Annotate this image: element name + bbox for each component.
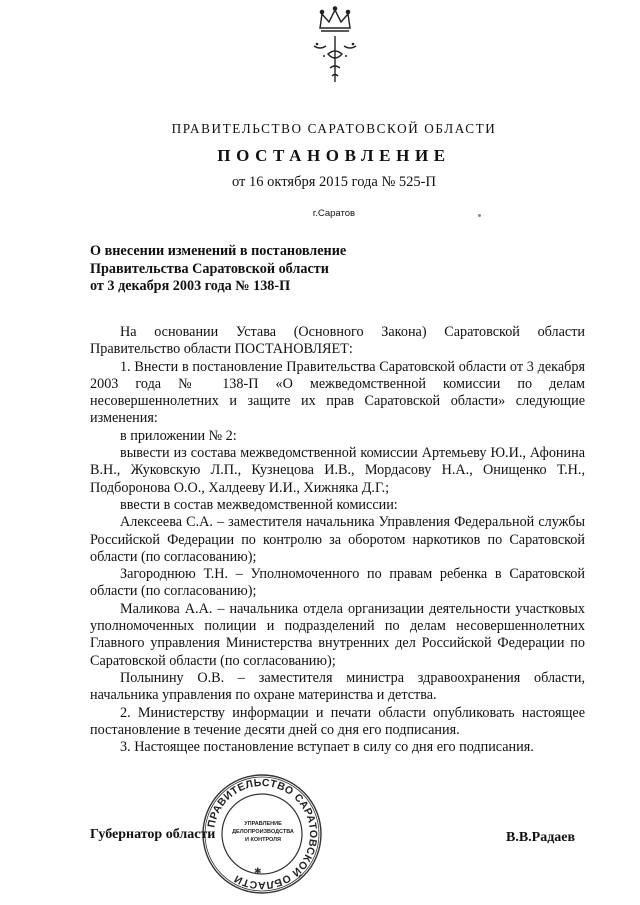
paragraph-remove-members: вывести из состава межведомственной комиссии Артемьеву Ю.И., Афонина В.Н., Жуковскую Л.П., Кузнецова И.В., Мордасову Н.А., Онищенко Т.Н., Подборонова О.О., Халдееву И.И., Хижняка Д.Г.; [90,445,585,496]
paragraph-member: Загороднюю Т.Н. – Уполномоченного по правам ребенка в Саратовской области (по согласованию); [90,566,585,600]
paragraph-item-3: 3. Настоящее постановление вступает в силу со дня его подписания. [120,739,534,756]
document-type-title: ПОСТАНОВЛЕНИЕ [217,146,451,165]
paragraph-preamble: На основании Устава (Основного Закона) Саратовской области Правительство области ПОСТАНОВЛЯЕТ: [90,324,585,358]
subject-line: от 3 декабря 2003 года № 138-П [90,278,291,294]
paragraph-member: Алексеева С.А. – заместителя начальника Управления Федеральной службы Российской Федерации по контролю за оборотом наркотиков по Саратовской области (по согласованию); [90,514,585,565]
stamp-inner-line: УПРАВЛЕНИЕ [244,821,282,827]
government-name: ПРАВИТЕЛЬСТВО САРАТОВСКОЙ ОБЛАСТИ [171,121,497,136]
stamp-ring-text: ПРАВИТЕЛЬСТВО САРАТОВСКОЙ ОБЛАСТИ [205,776,320,892]
scan-speck [478,214,481,217]
paragraph-item-2: 2. Министерству информации и печати области опубликовать настоящее постановление в течение десяти дней со дня его подписания. [90,704,585,738]
paragraph-member: Маликова А.А. – начальника отдела организации деятельности участковых уполномоченных полиции и подразделений по делам несовершеннолетних Главного управления Министерства внутренних дел Российской Федерации по Саратовской области (по согласованию); [90,600,585,669]
star-icon: ✱ [254,866,262,876]
paragraph-appendix: в приложении № 2: [120,427,237,444]
subject-line: Правительства Саратовской области [90,260,329,277]
paragraph-member: Полынину О.В. – заместителя министра здравоохранения области, начальника управления по охране материнства и детства. [90,669,585,704]
city: г.Саратов [312,208,356,219]
paragraph-add-members: ввести в состав межведомственной комиссии: [120,496,398,513]
stamp-inner-line: И КОНТРОЛЯ [245,837,281,843]
document-body [90,324,585,756]
subject-line: О внесении изменений в постановление [90,243,347,259]
signer-name: В.В.Радаев [506,830,576,845]
stamp-inner-text [232,820,294,844]
coat-of-arms-emblem-icon [300,6,370,88]
document-subject [90,243,430,296]
signer-position: Губернатор области [90,827,216,842]
paragraph-item-1: 1. Внести в постановление Правительства Саратовской области от 3 декабря 2003 года № 138-П «О межведомственной комиссии по делам несовершеннолетних и защите их прав Саратовской области» следующие изменения: [90,358,585,427]
stamp-inner-line: ДЕЛОПРОИЗВОДСТВА [232,829,294,835]
date-number: от 16 октября 2015 года № 525-П [232,174,436,190]
